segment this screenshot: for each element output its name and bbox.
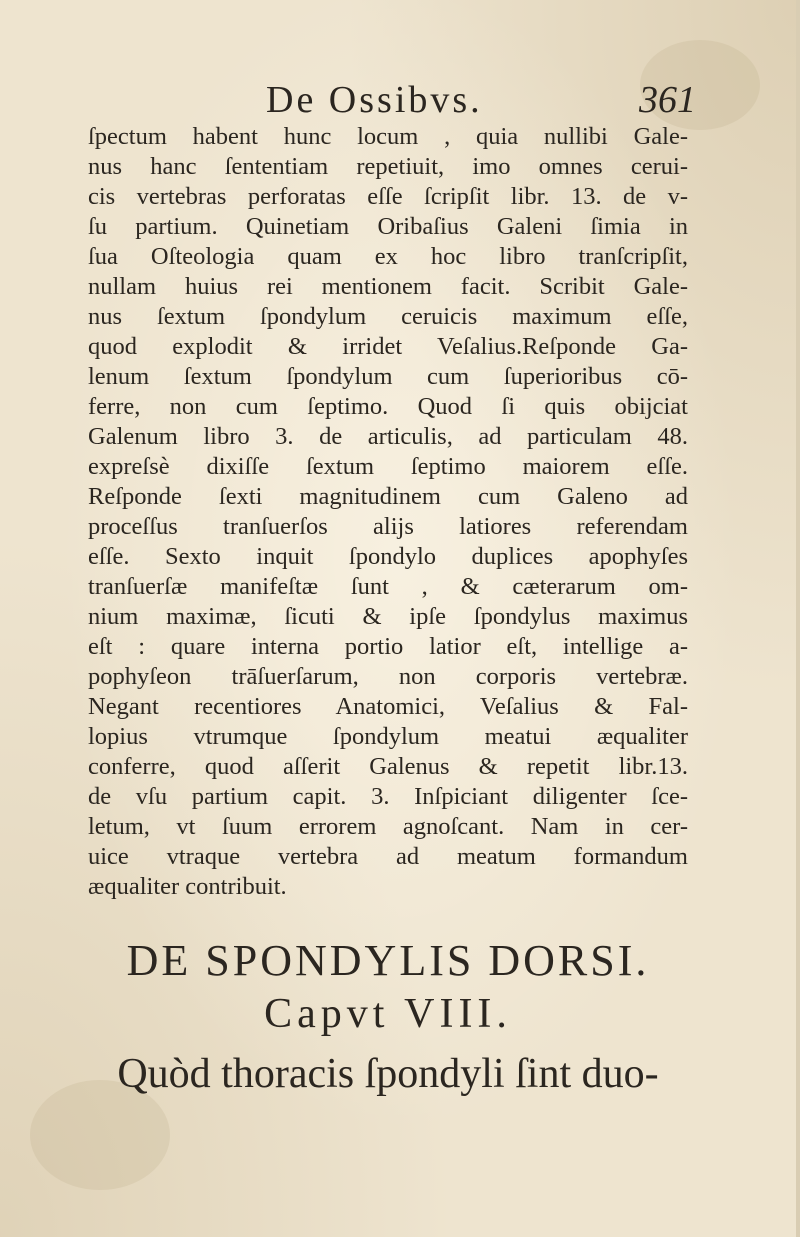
chapter-subtitle: Quòd thoracis ſpondyli ſint duo- xyxy=(117,1051,659,1097)
text-line: lenum ſextum ſpondylum cum ſuperioribus cō- xyxy=(88,363,688,390)
text-line: æqualiter contribuit. xyxy=(88,873,287,900)
text-line: uice vtraque vertebra ad meatum formandum xyxy=(88,843,688,870)
text-line: letum, vt ſuum errorem agnoſcant. Nam in cer- xyxy=(88,813,688,840)
text-line: ſpectum habent hunc locum , quia nullibi Gale- xyxy=(88,123,688,150)
text-line: proceſſus tranſuerſos alijs latiores referendam xyxy=(88,513,688,540)
text-line: de vſu partium capit. 3. Inſpiciant diligenter ſce- xyxy=(88,783,688,810)
text-line: conferre, quod aſſerit Galenus & repetit libr.13. xyxy=(88,753,688,780)
text-block xyxy=(88,72,696,1100)
text-line: pophyſeon trāſuerſarum, non corporis vertebræ. xyxy=(88,663,688,690)
page-edge xyxy=(796,0,800,1237)
text-line: eſſe. Sexto inquit ſpondylo duplices apophyſes xyxy=(88,543,688,570)
chapter-title: DE SPONDYLIS DORSI. xyxy=(126,936,650,985)
text-line: Galenum libro 3. de articulis, ad particulam 48. xyxy=(88,423,688,450)
text-line: tranſuerſæ manifeſtæ ſunt , & cæterarum om- xyxy=(88,573,688,600)
chapter-number: Capvt VIII. xyxy=(264,991,512,1037)
text-line: Reſponde ſexti magnitudinem cum Galeno ad xyxy=(88,483,688,510)
running-head-title: De Ossibvs. xyxy=(266,79,483,121)
text-line: nium maximæ, ſicuti & ipſe ſpondylus maximus xyxy=(88,603,688,630)
text-line: ferre, non cum ſeptimo. Quod ſi quis obijciat xyxy=(88,393,688,420)
page-number: 361 xyxy=(639,79,696,121)
text-line: expreſsè dixiſſe ſextum ſeptimo maiorem eſſe. xyxy=(88,453,688,480)
text-line: cis vertebras perforatas eſſe ſcripſit libr. 13. de v- xyxy=(88,183,688,210)
text-line: nus hanc ſententiam repetiuit, imo omnes ceruі- xyxy=(88,153,688,180)
text-line: ſua Oſteologia quam ex hoc libro tranſcripſit, xyxy=(88,243,688,270)
running-head xyxy=(88,72,696,122)
text-line: lopius vtrumque ſpondylum meatui æqualiter xyxy=(88,723,688,750)
text-line: nus ſextum ſpondylum ceruicis maximum eſſe, xyxy=(88,303,688,330)
text-line: eſt : quare interna portio latior eſt, intellige a- xyxy=(88,633,688,660)
text-line: quod explodit & irridet Veſalius.Reſponde Ga- xyxy=(88,333,688,360)
text-line: Negant recentiores Anatomici, Veſalius & Fal- xyxy=(88,693,688,720)
text-line: ſu partium. Quinetiam Oribaſius Galeni ſimia in xyxy=(88,213,688,240)
text-line: nullam huius rei mentionem facit. Scribit Gale- xyxy=(88,273,688,300)
body-text xyxy=(88,122,688,902)
